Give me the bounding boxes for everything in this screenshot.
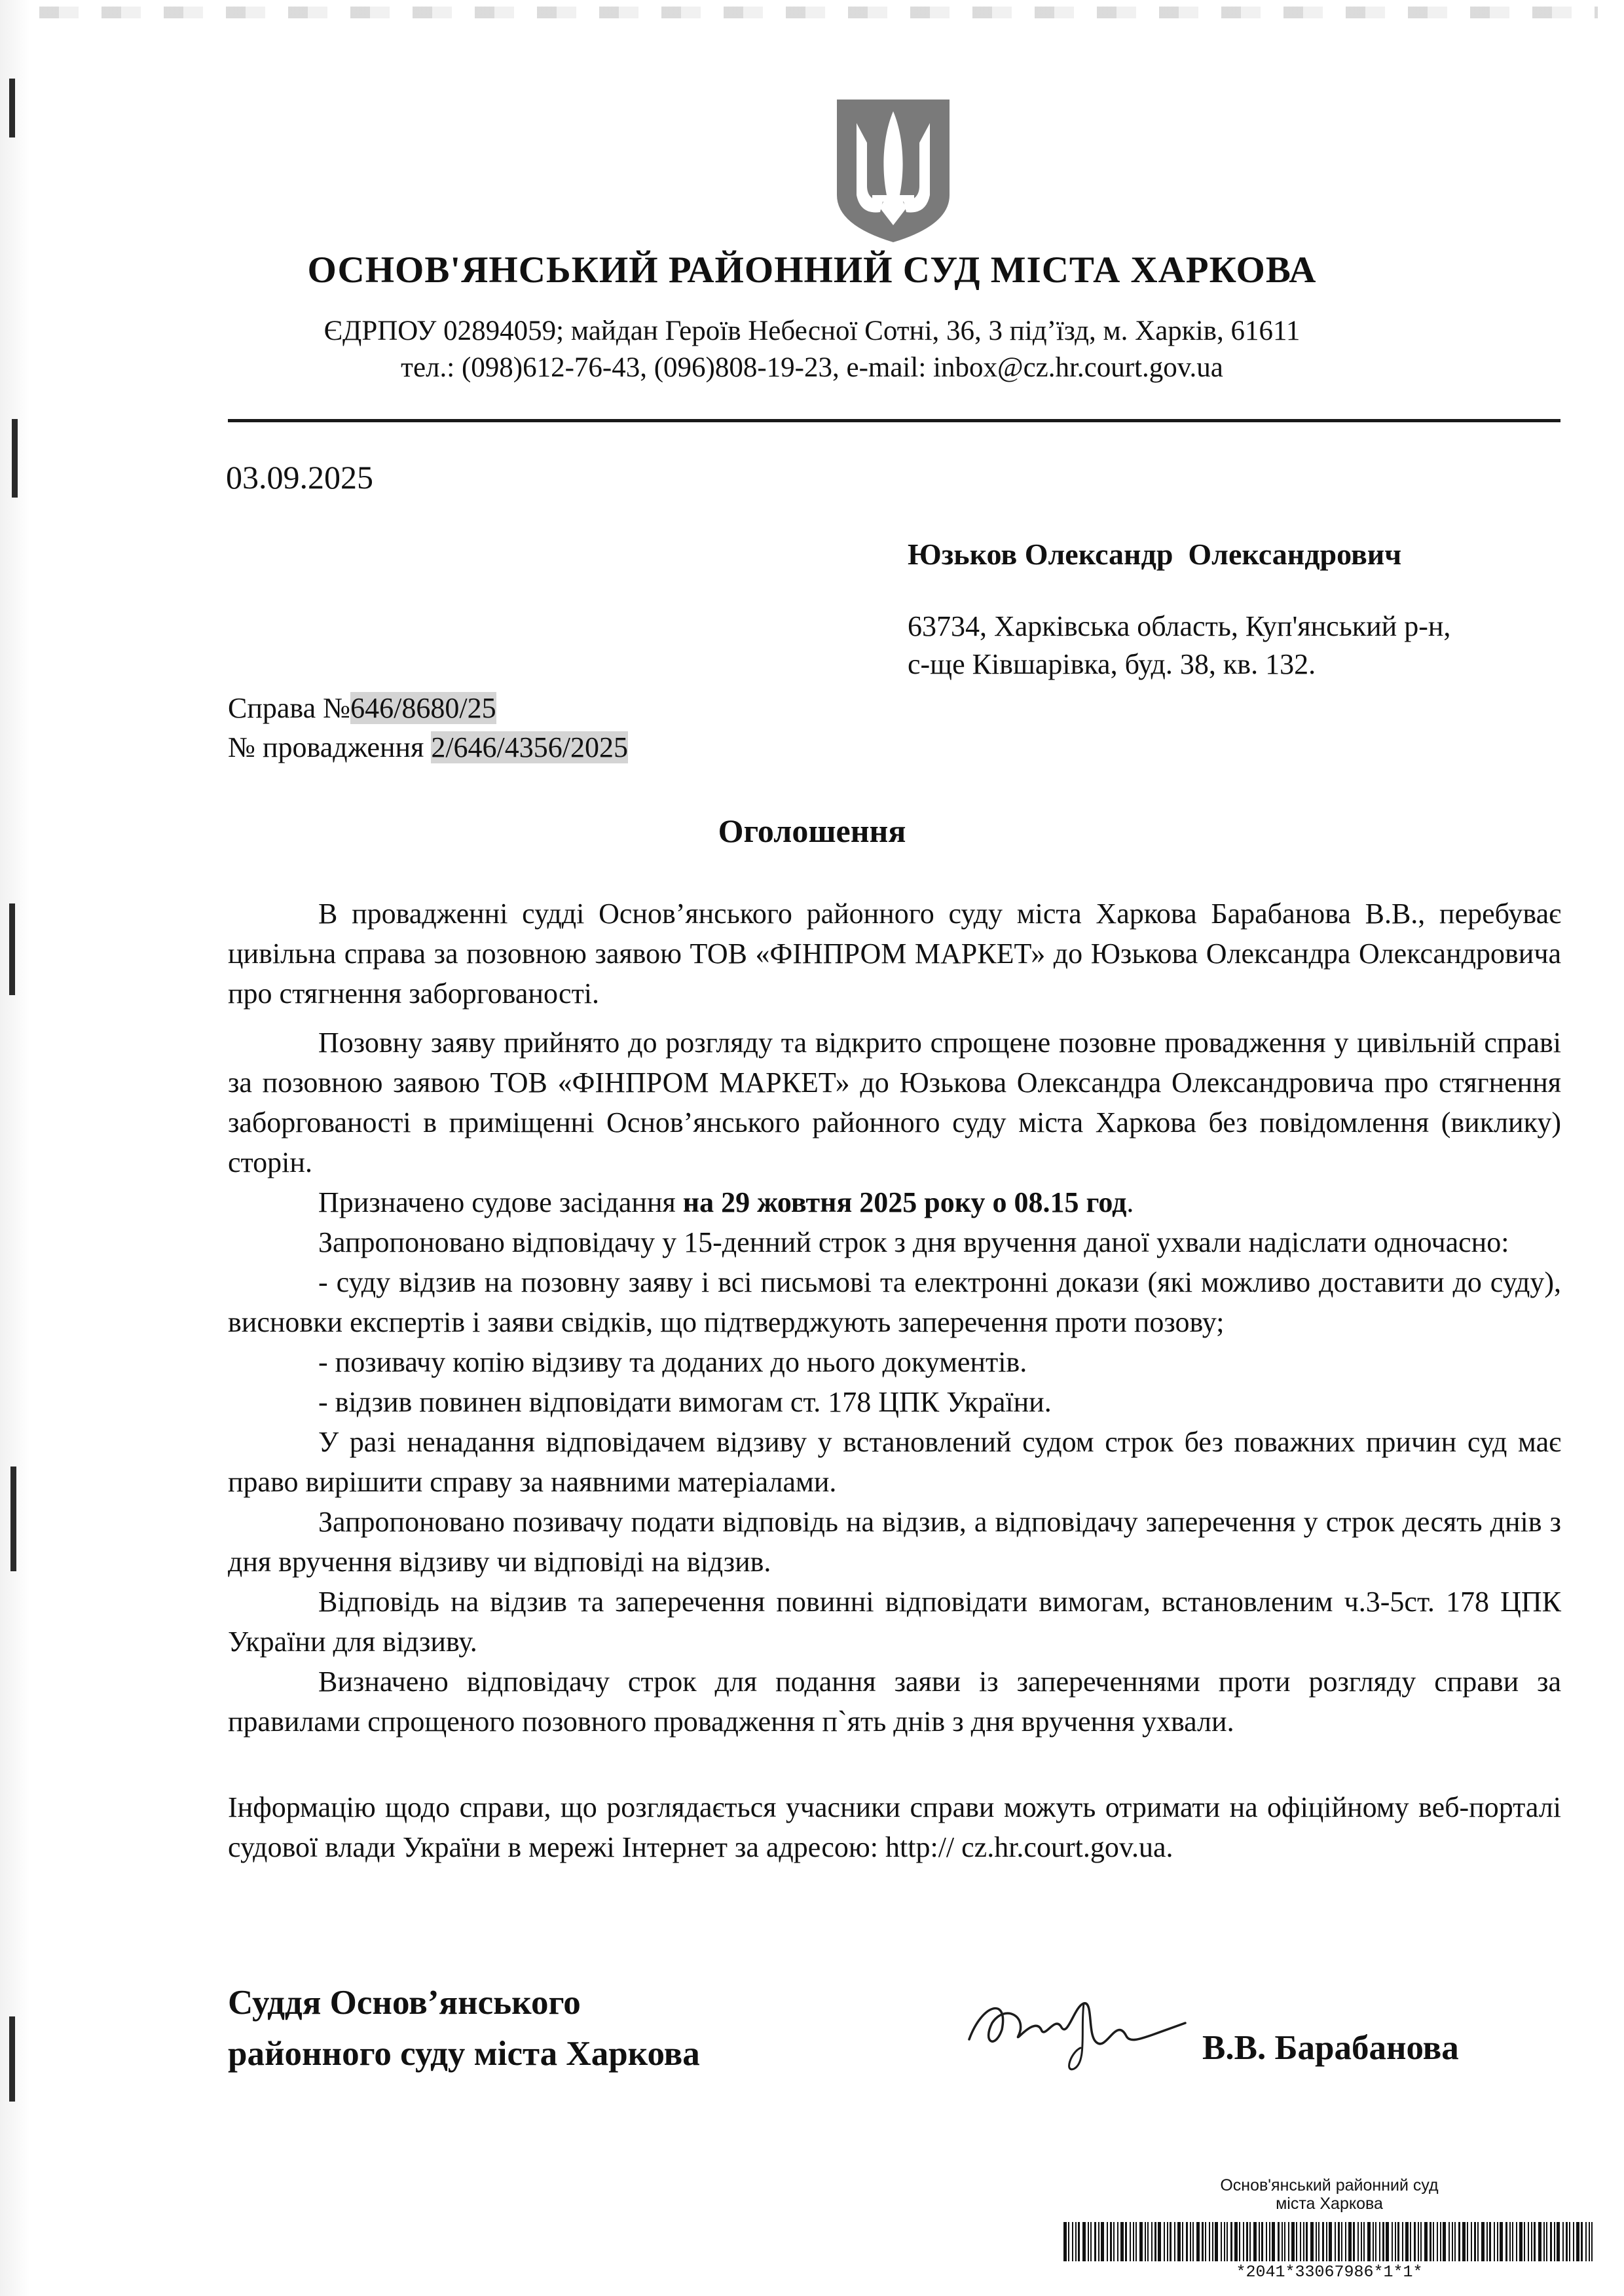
barcode-bar xyxy=(1318,2222,1320,2261)
barcode-bar xyxy=(1209,2222,1210,2261)
notice-body xyxy=(228,894,1561,1876)
barcode-bar xyxy=(1420,2222,1422,2261)
barcode-bar xyxy=(1573,2222,1574,2261)
judge-name: В.В. Барабанова xyxy=(1202,2029,1459,2067)
barcode-bar xyxy=(1345,2222,1346,2261)
barcode-bar xyxy=(1386,2222,1389,2261)
barcode-bar xyxy=(1440,2222,1441,2261)
barcode-bar xyxy=(1090,2222,1092,2261)
notice-paragraph: В провадженні судді Основ’янського районного суду міста Харкова Барабанова В.В., перебуває цивільна справа за позовною заявою ТОВ «ФІНПРОМ МАРКЕТ» до Юзькова Олександра Олександровича про стягнення заборгованості. xyxy=(228,898,1561,1010)
barcode-bar xyxy=(1433,2222,1434,2261)
barcode-bar xyxy=(1246,2222,1248,2261)
hearing-prefix: Призначено судове засідання xyxy=(318,1186,683,1218)
barcode-bar xyxy=(1382,2222,1384,2261)
barcode-bar xyxy=(1395,2222,1396,2261)
barcode-bar xyxy=(1430,2222,1431,2261)
barcode-bar xyxy=(1516,2222,1517,2261)
barcode-bar xyxy=(1467,2222,1468,2261)
barcode-bar xyxy=(1221,2222,1222,2261)
barcode-bar xyxy=(1462,2222,1466,2261)
barcode-bar xyxy=(1190,2222,1191,2261)
barcode-bar xyxy=(1357,2222,1359,2261)
barcode-bar xyxy=(1505,2222,1507,2261)
barcode-bar xyxy=(1310,2222,1314,2261)
barcode-bar xyxy=(1164,2222,1165,2261)
barcode-bar xyxy=(1531,2222,1532,2261)
barcode-bar xyxy=(1373,2222,1374,2261)
stamp-line: міста Харкова xyxy=(1276,2195,1383,2213)
barcode-bar xyxy=(1585,2222,1587,2261)
notice-paragraph: Визначено відповідачу строк для подання заяви із запереченнями проти розгляду справи за правилами спрощеного позовного провадження п`ять днів з дня вручення ухвали. xyxy=(228,1666,1561,1738)
barcode-bar xyxy=(1329,2222,1332,2261)
registry-stamp xyxy=(1061,2176,1598,2213)
barcode-bar xyxy=(1269,2222,1270,2261)
barcode-bar xyxy=(1562,2222,1564,2261)
scan-streak xyxy=(9,2016,15,2102)
barcode-bar xyxy=(1543,2222,1545,2261)
barcode-bar xyxy=(1202,2222,1204,2261)
barcode-bar xyxy=(1576,2222,1579,2261)
barcode-bar xyxy=(1316,2222,1317,2261)
barcode-bar xyxy=(1437,2222,1438,2261)
barcode-bar xyxy=(1353,2222,1355,2261)
barcode-bar xyxy=(1481,2222,1485,2261)
barcode-bar xyxy=(1110,2222,1112,2261)
barcode-bar xyxy=(1288,2222,1289,2261)
notice-paragraph: - суду відзив на позовну заяву і всі письмові та електронні докази (які можливо доставити до суду), висновки експертів і заяви свідків, що підтверджують заперечення проти позову; xyxy=(228,1266,1561,1338)
barcode-bar xyxy=(1402,2222,1403,2261)
proceeding-label: № провадження xyxy=(228,731,432,763)
barcode-icon xyxy=(1061,2222,1598,2261)
barcode-bar xyxy=(1130,2222,1131,2261)
recipient-name: Юзьков Олександр Олександрович xyxy=(908,538,1402,571)
barcode-bar xyxy=(1117,2222,1118,2261)
info-paragraph: Інформацію щодо справи, що розглядається учасники справи можуть отримати на офіційному веб-порталі судової влади України в мережі Інтернет за адресою: http:// cz.hr.court.gov.ua. xyxy=(228,1791,1561,1863)
recipient-address xyxy=(908,608,1450,683)
barcode-bar xyxy=(1322,2222,1324,2261)
court-address-line: ЄДРПОУ 02894059; майдан Героїв Небесної Сотні, 36, 3 під’їзд, м. Харків, 61611 xyxy=(323,316,1301,346)
barcode-bar xyxy=(1449,2222,1450,2261)
barcode-bar xyxy=(1500,2222,1503,2261)
hearing-suffix: . xyxy=(1126,1186,1134,1218)
barcode-bar xyxy=(1452,2222,1453,2261)
barcode-bar xyxy=(1147,2222,1149,2261)
barcode-bar xyxy=(1550,2222,1552,2261)
barcode-bar xyxy=(1454,2222,1456,2261)
barcode-bar xyxy=(1088,2222,1089,2261)
barcode-bar xyxy=(1486,2222,1488,2261)
court-contact-line: тел.: (098)612-76-43, (096)808-19-23, e-mail: inbox@cz.hr.court.gov.ua xyxy=(401,352,1223,383)
stamp-line: Основ'янський районний суд xyxy=(1220,2176,1439,2195)
barcode-bar xyxy=(1296,2222,1297,2261)
notice-paragraph: Позовну заяву прийнято до розгляду та відкрито спрощене позовне провадження у цивільній справі за позовною заявою ТОВ «ФІНПРОМ МАРКЕТ» до Юзькова Олександра Олександровича про стягнення заборгованості в приміщенні Основ’янського районного суду міста Харкова без повідомлення (виклику) сторін. xyxy=(228,1027,1561,1178)
case-number: 646/8680/25 xyxy=(350,692,496,724)
hearing-date-paragraph xyxy=(228,1182,1561,1222)
barcode-bar xyxy=(1094,2222,1096,2261)
barcode-bar xyxy=(1192,2222,1194,2261)
barcode-bar xyxy=(1282,2222,1283,2261)
barcode-bar xyxy=(1414,2222,1416,2261)
barcode-bar xyxy=(1367,2222,1371,2261)
barcode-bar xyxy=(1133,2222,1134,2261)
scan-streak xyxy=(9,903,15,995)
scan-top-noise xyxy=(39,7,1598,18)
barcode-bar xyxy=(1259,2222,1260,2261)
coat-of-arms-icon xyxy=(834,97,952,245)
recipient-address-line: с-ще Ківшарівка, буд. 38, кв. 132. xyxy=(908,648,1316,680)
barcode-bar xyxy=(1135,2222,1137,2261)
barcode-bar xyxy=(1375,2222,1376,2261)
barcode-bar xyxy=(1167,2222,1168,2261)
barcode-bar xyxy=(1418,2222,1419,2261)
barcode-bar xyxy=(1509,2222,1511,2261)
recipient-address-line: 63734, Харківська область, Куп'янський р-н, xyxy=(908,610,1451,642)
barcode-bar xyxy=(1253,2222,1257,2261)
barcode-bar xyxy=(1284,2222,1285,2261)
barcode-bar xyxy=(1524,2222,1525,2261)
barcode-bar xyxy=(1230,2222,1232,2261)
barcode-bar xyxy=(1177,2222,1181,2261)
barcode-bar xyxy=(1554,2222,1555,2261)
barcode-bar xyxy=(1335,2222,1336,2261)
barcode-bar xyxy=(1528,2222,1529,2261)
barcode-bar xyxy=(1534,2222,1536,2261)
notice-paragraph: - відзив повинен відповідати вимогам ст. 178 ЦПК України. xyxy=(318,1386,1052,1418)
barcode-bar xyxy=(1303,2222,1304,2261)
barcode-bar xyxy=(1205,2222,1206,2261)
barcode-bar xyxy=(1098,2222,1099,2261)
barcode-bar xyxy=(1589,2222,1590,2261)
barcode-bar xyxy=(1512,2222,1513,2261)
notice-paragraph: - позивачу копію відзиву та доданих до нього документів. xyxy=(318,1346,1027,1378)
barcode-bar xyxy=(1379,2222,1380,2261)
barcode-bar xyxy=(1075,2222,1077,2261)
notice-title: Оголошення xyxy=(718,812,906,849)
barcode-bar xyxy=(1068,2222,1069,2261)
barcode-bar xyxy=(1186,2222,1188,2261)
barcode-bar xyxy=(1341,2222,1342,2261)
barcode-bar xyxy=(1494,2222,1495,2261)
barcode-bar xyxy=(1266,2222,1267,2261)
barcode-bar xyxy=(1272,2222,1275,2261)
barcode-bar xyxy=(1361,2222,1362,2261)
case-number-line xyxy=(228,689,628,728)
barcode-bar xyxy=(1151,2222,1153,2261)
court-name: ОСНОВ'ЯНСЬКИЙ РАЙОННИЙ СУД МІСТА ХАРКОВА xyxy=(307,249,1317,291)
barcode-bar xyxy=(1566,2222,1568,2261)
barcode-bar xyxy=(1363,2222,1365,2261)
notice-paragraph: Запропоновано позивачу подати відповідь на відзив, а відповідачу заперечення у строк десять днів з дня вручення відзиву чи відповіді на відзив. xyxy=(228,1506,1561,1578)
barcode-bar xyxy=(1569,2222,1570,2261)
case-label: Справа № xyxy=(228,692,351,724)
barcode-bar xyxy=(1300,2222,1301,2261)
barcode-bar xyxy=(1410,2222,1411,2261)
barcode-bar xyxy=(1227,2222,1228,2261)
barcode-bar xyxy=(1291,2222,1295,2261)
barcode-bar xyxy=(1397,2222,1399,2261)
handwritten-signature xyxy=(956,1977,1192,2075)
barcode-bar xyxy=(1591,2222,1593,2261)
barcode-bar xyxy=(1326,2222,1327,2261)
barcode-bar xyxy=(1113,2222,1115,2261)
proceeding-number: 2/646/4356/2025 xyxy=(431,731,629,763)
barcode-bar xyxy=(1234,2222,1238,2261)
barcode-bar xyxy=(1158,2222,1161,2261)
barcode-bar xyxy=(1261,2222,1263,2261)
scan-streak xyxy=(10,1467,16,1571)
barcode-bar xyxy=(1154,2222,1156,2261)
judge-title xyxy=(228,1977,700,2079)
barcode-bar xyxy=(1249,2222,1251,2261)
barcode-bar xyxy=(1497,2222,1498,2261)
barcode-bar xyxy=(1078,2222,1080,2261)
barcode-bar xyxy=(1458,2222,1460,2261)
barcode-bar xyxy=(1489,2222,1491,2261)
barcode-bar xyxy=(1196,2222,1200,2261)
barcode-bar xyxy=(1182,2222,1183,2261)
barcode-bar xyxy=(1107,2222,1108,2261)
barcode-bar xyxy=(1224,2222,1225,2261)
judge-title-line: районного суду міста Харкова xyxy=(228,2035,700,2073)
barcode-bar xyxy=(1243,2222,1244,2261)
barcode-bar xyxy=(1443,2222,1446,2261)
barcode-bar xyxy=(1581,2222,1583,2261)
barcode-bar xyxy=(1392,2222,1393,2261)
barcode-bar xyxy=(1424,2222,1428,2261)
judge-title-line: Суддя Основ’янського xyxy=(228,1984,581,2022)
barcode-bar xyxy=(1101,2222,1104,2261)
header-divider xyxy=(228,419,1560,422)
case-reference xyxy=(228,689,628,767)
court-contacts xyxy=(0,313,1624,386)
barcode-bar xyxy=(1471,2222,1472,2261)
barcode-bar xyxy=(1082,2222,1086,2261)
barcode-bar xyxy=(1405,2222,1409,2261)
barcode-bar xyxy=(1170,2222,1172,2261)
barcode-bar xyxy=(1125,2222,1127,2261)
notice-paragraph: Запропоновано відповідачу у 15-денний строк з дня вручення даної ухвали надіслати одночасно: xyxy=(318,1226,1509,1258)
scan-streak xyxy=(12,419,18,498)
barcode-bar xyxy=(1557,2222,1560,2261)
barcode-bar xyxy=(1477,2222,1479,2261)
barcode-bar xyxy=(1212,2222,1213,2261)
barcode-bar xyxy=(1306,2222,1308,2261)
document-date: 03.09.2025 xyxy=(226,459,373,496)
barcode-bar xyxy=(1139,2222,1143,2261)
barcode-bar xyxy=(1338,2222,1340,2261)
barcode-bar xyxy=(1120,2222,1124,2261)
barcode-bar xyxy=(1348,2222,1352,2261)
barcode-bar xyxy=(1215,2222,1218,2261)
hearing-date: на 29 жовтня 2025 року о 08.15 год xyxy=(682,1186,1127,1218)
barcode-text: *2041*33067986*1*1* xyxy=(1236,2263,1423,2282)
barcode-bar xyxy=(1239,2222,1240,2261)
notice-paragraph: У разі ненадання відповідачем відзиву у встановлений судом строк без поважних причин суд має право вирішити справу за наявними матеріалами. xyxy=(228,1426,1561,1498)
barcode-bar xyxy=(1072,2222,1073,2261)
barcode-bar xyxy=(1546,2222,1547,2261)
barcode-bar xyxy=(1063,2222,1067,2261)
barcode-bar xyxy=(1538,2222,1541,2261)
barcode-bar xyxy=(1174,2222,1175,2261)
barcode-bar xyxy=(1519,2222,1522,2261)
scan-streak xyxy=(9,79,15,137)
barcode-bar xyxy=(1474,2222,1476,2261)
notice-paragraph: Відповідь на відзив та заперечення повинні відповідати вимогам, встановленим ч.3-5ст. 178 ЦПК України для відзиву. xyxy=(228,1586,1561,1658)
barcode-bar xyxy=(1278,2222,1280,2261)
proceeding-number-line xyxy=(228,728,628,767)
barcode-bar xyxy=(1145,2222,1146,2261)
